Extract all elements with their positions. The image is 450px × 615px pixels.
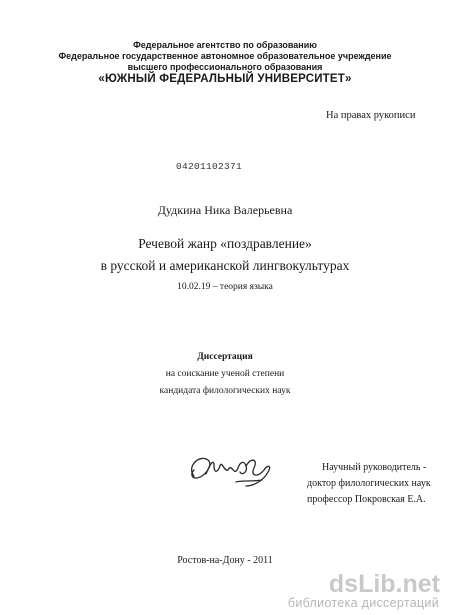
city-and-year: Ростов-на-Дону - 2011 <box>177 555 273 566</box>
degree-purpose: на соискание ученой степени <box>165 369 285 379</box>
registration-code: 04201102371 <box>176 161 243 172</box>
university-name: «ЮЖНЫЙ ФЕДЕРАЛЬНЫЙ УНИВЕРСИТЕТ» <box>98 73 352 85</box>
manuscript-rights-note: На правах рукописи <box>326 110 416 121</box>
header-institution-type-line: Федеральное государственное автономное образовательное учреждение <box>58 51 392 61</box>
dissertation-label: Диссертация <box>197 352 253 362</box>
supervisor-role: Научный руководитель - <box>322 462 427 473</box>
supervisor-name: профессор Покровская Е.А. <box>307 494 426 505</box>
watermark-subtitle: библиотека диссертаций <box>287 596 439 610</box>
header-education-level-line: высшего профессионального образования <box>127 62 323 72</box>
title-line-2: в русской и американской лингвокультурах <box>100 258 350 273</box>
specialty-code: 10.02.19 – теория языка <box>177 282 273 292</box>
degree-name: кандидата филологических наук <box>159 386 291 396</box>
author-name: Дудкина Ника Валерьевна <box>157 203 293 217</box>
signature-image <box>184 448 280 492</box>
supervisor-degree: доктор филологических наук <box>307 478 431 489</box>
header-agency-line: Федеральное агентство по образованию <box>133 40 317 50</box>
watermark-logo: dsLib.net <box>328 570 440 598</box>
title-line-1: Речевой жанр «поздравление» <box>138 236 312 251</box>
